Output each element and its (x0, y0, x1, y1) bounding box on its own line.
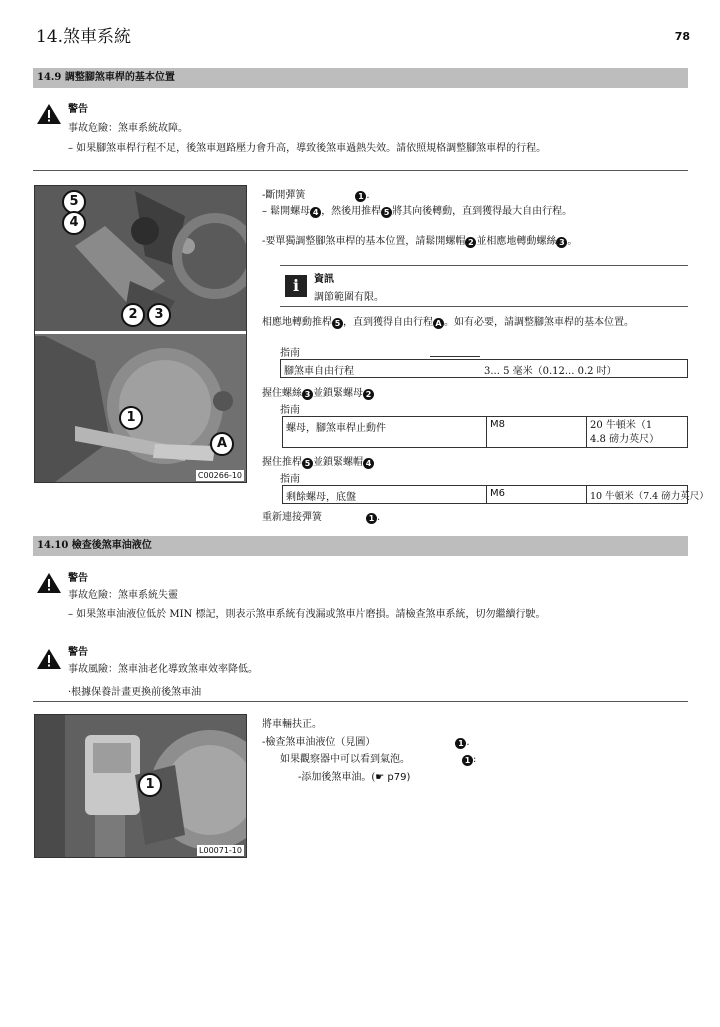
warning-text: 事故危險：煞車系統故障。 (68, 123, 188, 134)
warning-text: 事故風險：煞車油老化導致煞車效率降低。 (68, 664, 258, 675)
step-disconnect-spring: -斷開彈簧 1 . (262, 190, 370, 201)
callout-5: 5 (62, 190, 86, 214)
step-add-fluid: -添加後煞車油。(☛ p79) (298, 772, 411, 783)
spec-label: 螺母，腳煞車桿止動件 (286, 423, 386, 434)
spec-thread: M6 (486, 486, 586, 503)
warning-icon (36, 572, 62, 597)
spec-rule (430, 356, 480, 357)
divider (33, 701, 688, 702)
warning-text: 事故危險：煞車系統失靈 (68, 590, 178, 601)
info-icon: i (285, 275, 307, 297)
spec-label: 腳煞車自由行程 (284, 366, 354, 377)
callout-2: 2 (121, 303, 145, 327)
section-title-14-9: 14.9 調整腳煞車桿的基本位置 (33, 68, 688, 88)
chapter-title: 14.煞車系統 (36, 27, 132, 47)
step-turn-pushrod: 相應地轉動推桿 5 ，直到獲得自由行程 A 。如有必要，請調整腳煞車桿的基本位置。 (262, 317, 634, 328)
figure-code: C00266-10 (197, 471, 242, 480)
spec-table-stop-nut (282, 416, 688, 448)
spec-thread: M8 (486, 417, 586, 447)
spec-table-chassis-nut (282, 485, 709, 504)
guide-label-1: 指南 (280, 348, 300, 359)
step-check-level: -檢查煞車油液位（見圖） 1 . (262, 737, 470, 748)
warning-icon (36, 648, 62, 673)
spec-value: 3... 5 毫米（0.12... 0.2 吋） (484, 366, 617, 377)
step-hold-pushrod: 握住推桿 5 並鎖緊螺帽 4 (262, 453, 374, 469)
callout-1: 1 (119, 406, 143, 430)
guide-label-2: 指南 (280, 405, 300, 416)
step-reconnect-spring: 重新連接彈簧 1 . (262, 512, 381, 523)
warning-icon (36, 103, 62, 128)
figure-code: L00071-10 (199, 846, 242, 855)
marker-1: 1 (355, 191, 366, 202)
step-upright-vehicle: 將車輛扶正。 (262, 719, 322, 730)
guide-label-3: 指南 (280, 474, 300, 485)
step-hold-screw: 握住螺絲 3 並鎖緊螺母 2 (262, 384, 374, 400)
page-reference-link[interactable]: p79) (384, 772, 411, 783)
info-text: 調節範圍有限。 (314, 292, 384, 303)
spec-label: 剩餘螺母，底盤 (286, 492, 356, 503)
spec-torque: 20 牛頓米（1 4.8 磅力英尺） (586, 417, 662, 447)
warning-detail: – 如果煞車油液位低於 MIN 標記，則表示煞車系統有洩漏或煞車片磨損。請檢查煞車系統，切勿繼續行駛。 (68, 609, 546, 620)
spec-torque: 10 牛頓米（7.4 磅力英尺） (586, 486, 712, 503)
callout-A: A (210, 432, 234, 456)
info-rule-bottom (280, 306, 688, 307)
page-number: 78 (674, 30, 690, 43)
step-loosen-nut: – 鬆開螺母 4 ，然後用推桿 5 將其向後轉動，直到獲得最大自由行程。 (262, 206, 573, 217)
step-basic-position: -要單獨調整腳煞車桿的基本位置，請鬆開螺帽 2 並相應地轉動螺絲 3 。 (262, 236, 578, 247)
step-bubbles: 如果觀察器中可以看到氣泡。 1 : (280, 754, 477, 765)
figure-brake-pedal (34, 185, 247, 483)
callout-1: 1 (138, 773, 162, 797)
warning-title: 警告 (68, 573, 88, 584)
callout-3: 3 (147, 303, 171, 327)
spec-table-free-travel (280, 359, 688, 378)
info-title: 資訊 (314, 274, 334, 285)
warning-title: 警告 (68, 104, 88, 115)
section-title-14-10: 14.10 檢查後煞車油液位 (33, 536, 688, 556)
callout-4: 4 (62, 211, 86, 235)
divider (33, 170, 688, 171)
reference-hand-icon: ☛ (375, 772, 385, 783)
warning-title: 警告 (68, 647, 88, 658)
warning-detail: – 如果腳煞車桿行程不足，後煞車迴路壓力會升高，導致後煞車過熱失效。請依照規格調整腳煞車桿的行程。 (68, 143, 547, 154)
figure-brake-reservoir (34, 714, 247, 858)
info-rule-top (280, 265, 688, 266)
warning-detail: ·根據保養計畫更換前後煞車油 (68, 687, 202, 698)
